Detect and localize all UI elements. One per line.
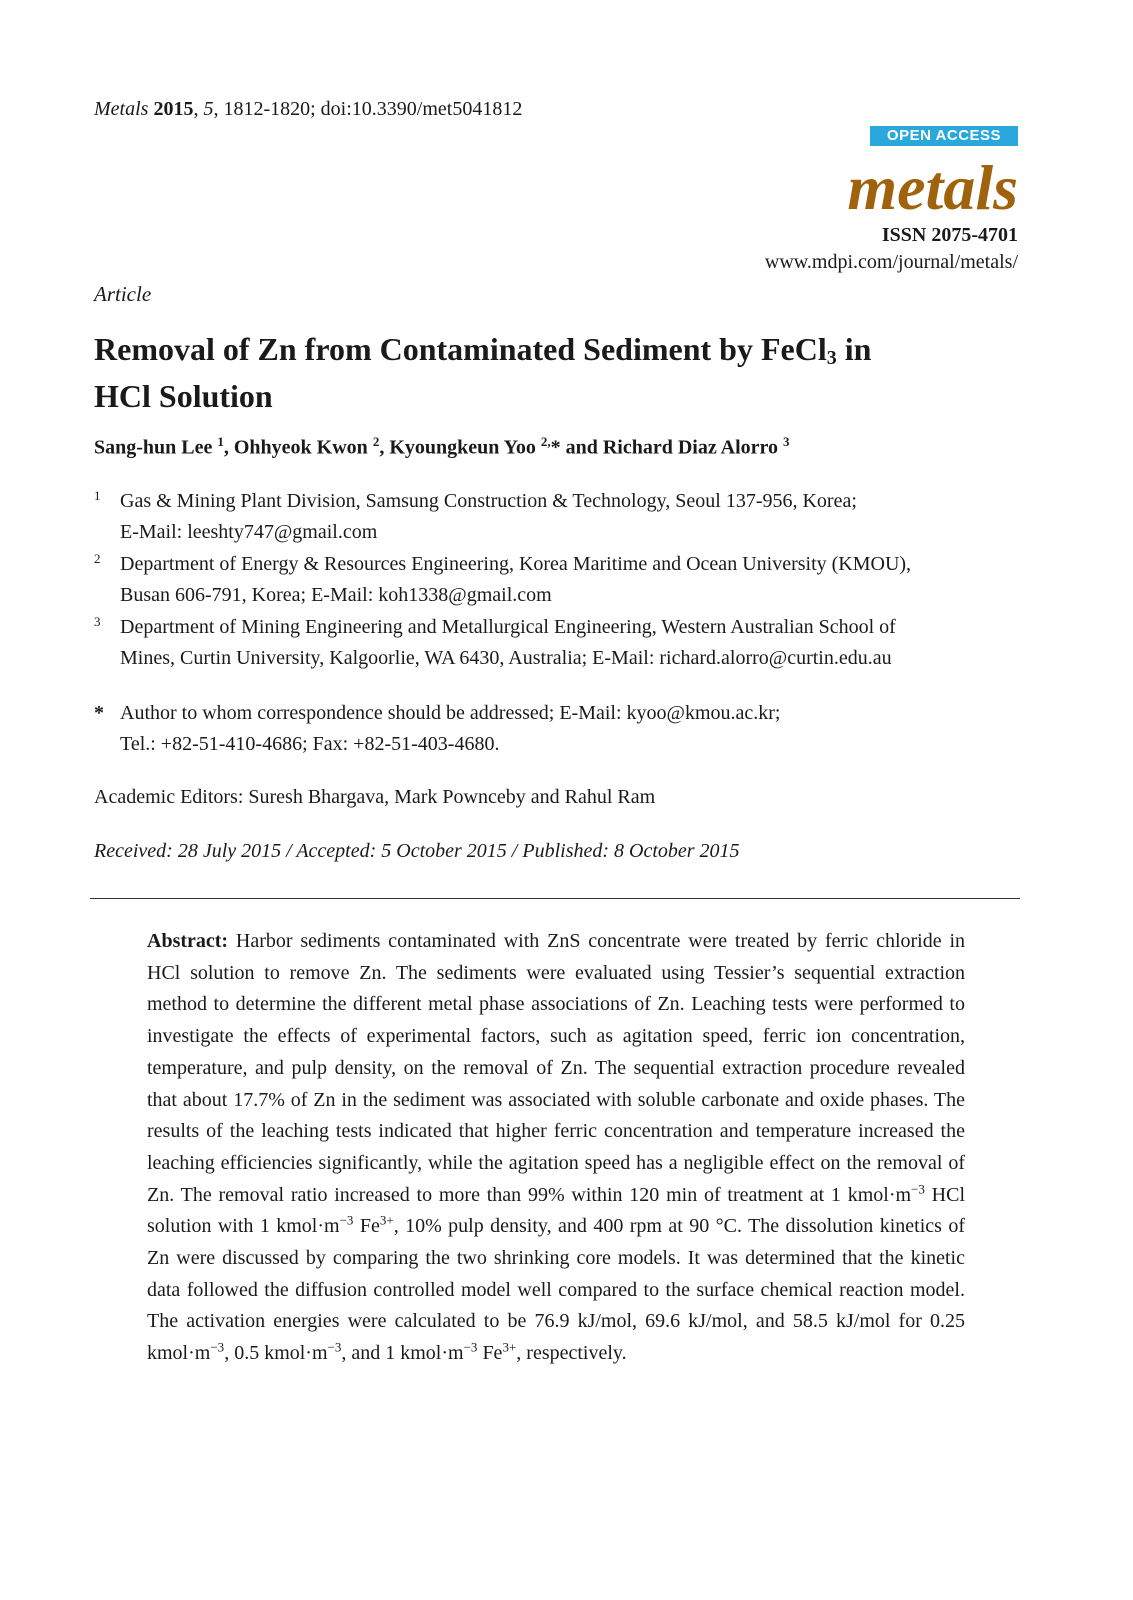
affiliation-line: Department of Mining Engineering and Metallurgical Engineering, Western Australian School of xyxy=(120,616,896,638)
author-separator: * and xyxy=(550,436,603,459)
citation-volume: 5 xyxy=(203,98,214,120)
abstract-text: , 10% pulp density, and 400 rpm at 90 °C. The dissolution kinetics of Zn were discussed by comparing the two shrinking core models. It was determined that the kinetic data followed the diffusion controlled model well compared to the surface chemical reaction model. The activation energies were calculated to be 76.9 kJ/mol, 69.6 kJ/mol, and 58.5 kJ/mol for 0.25 kmol·m xyxy=(147,1215,966,1365)
author-separator: , xyxy=(379,436,390,459)
abstract-superscript: 3+ xyxy=(502,1339,517,1355)
abstract-text: Harbor sediments contaminated with ZnS concentrate were treated by ferric chloride in HCl solution to remove Zn. The sediments were evaluated using Tessier’s sequential extraction method to determine the different metal phase associations of Zn. Leaching tests were performed to investigate the effects of experimental factors, such as agitation speed, ferric ion concentration, temperature, and pulp density, on the removal of Zn. The sequential extraction procedure revealed that about 17.7% of Zn in the sediment was associated with soluble carbonate and oxide phases. The results of the leaching tests indicated that higher ferric concentration and temperature increased the leaching efficiencies significantly, while the agitation speed has a negligible effect on the removal of Zn. The removal ratio increased to more than 99% within 120 min of treatment at 1 kmol·m xyxy=(147,930,965,1206)
title-line2: HCl Solution xyxy=(94,378,273,414)
abstract-superscript: 3+ xyxy=(379,1212,394,1228)
affiliation-line: E-Mail: leeshty747@gmail.com xyxy=(120,521,378,543)
abstract-text: , respectively. xyxy=(516,1342,627,1365)
author-name: Sang-hun Lee xyxy=(94,436,218,459)
title-subscript: 3 xyxy=(826,347,837,369)
publication-dates: Received: 28 July 2015 / Accepted: 5 October 2015 / Published: 8 October 2015 xyxy=(94,840,740,862)
affiliation-line: Gas & Mining Plant Division, Samsung Construction & Technology, Seoul 137-956, Korea; xyxy=(120,490,857,512)
affiliation-line: Busan 606-791, Korea; E-Mail: koh1338@gmail.com xyxy=(120,584,552,606)
author-name: Ohhyeok Kwon xyxy=(233,436,373,459)
journal-name: Metals xyxy=(94,98,149,120)
issn: ISSN 2075-4701 xyxy=(881,224,1018,246)
title-part1: Removal of Zn from Contaminated Sediment by FeCl xyxy=(94,331,827,367)
open-access-badge: OPEN ACCESS xyxy=(870,126,1018,146)
affiliation-line: Mines, Curtin University, Kalgoorlie, WA 6430, Australia; E-Mail: richard.alorro@curtin.edu.au xyxy=(120,647,892,669)
abstract-text: Fe xyxy=(353,1215,380,1238)
author-list xyxy=(94,434,1034,460)
citation-year: 2015 xyxy=(153,98,194,120)
author-affiliation-mark: 2, xyxy=(540,434,551,449)
abstract-text: , and 1 kmol·m xyxy=(341,1342,464,1365)
abstract-text: Fe xyxy=(477,1342,503,1365)
correspondence-line: Author to whom correspondence should be addressed; E-Mail: kyoo@kmou.ac.kr; xyxy=(120,702,781,724)
author-affiliation-mark: 3 xyxy=(783,434,790,449)
correspondence-note xyxy=(94,698,1034,760)
abstract-text: , 0.5 kmol·m xyxy=(224,1342,328,1365)
correspondence-line: Tel.: +82-51-410-4686; Fax: +82-51-403-4680. xyxy=(120,733,500,755)
abstract-label: Abstract: xyxy=(147,930,229,952)
author-affiliation-mark: 2 xyxy=(372,434,380,449)
abstract-superscript: −3 xyxy=(463,1339,478,1355)
author-separator: , xyxy=(223,436,234,459)
paper-title xyxy=(94,330,1034,415)
affiliation-number: 1 xyxy=(94,488,101,503)
affiliation-item xyxy=(94,486,1034,548)
abstract-superscript: −3 xyxy=(911,1180,925,1196)
article-type: Article xyxy=(94,282,152,306)
journal-url[interactable]: www.mdpi.com/journal/metals/ xyxy=(764,251,1018,273)
citation-pages-doi: , 1812-1820; doi:10.3390/met5041812 xyxy=(213,98,523,120)
abstract-superscript: −3 xyxy=(327,1339,342,1355)
affiliation-item xyxy=(94,549,1034,611)
correspondence-mark: * xyxy=(94,702,104,724)
abstract-superscript: −3 xyxy=(339,1212,354,1228)
affiliation-item xyxy=(94,612,1034,674)
author-name: Kyoungkeun Yoo xyxy=(389,436,541,459)
author-affiliation-mark: 1 xyxy=(217,434,224,449)
affiliation-number: 3 xyxy=(94,614,101,629)
academic-editors: Academic Editors: Suresh Bhargava, Mark Pownceby and Rahul Ram xyxy=(94,786,656,808)
affiliation-line: Department of Energy & Resources Engineering, Korea Maritime and Ocean University (KMOU), xyxy=(120,553,912,575)
abstract xyxy=(147,926,965,1370)
abstract-superscript: −3 xyxy=(210,1339,225,1355)
author-name: Richard Diaz Alorro xyxy=(602,436,784,459)
abstract-text: HCl solution with 1 kmol·m xyxy=(147,1183,966,1238)
citation-line: Metals 2015, 5, 1812-1820; doi:10.3390/met5041812 xyxy=(94,98,523,120)
section-divider xyxy=(90,898,1020,899)
journal-logo: metals xyxy=(847,152,1018,223)
title-part2: in xyxy=(836,331,872,367)
affiliation-number: 2 xyxy=(94,551,101,566)
